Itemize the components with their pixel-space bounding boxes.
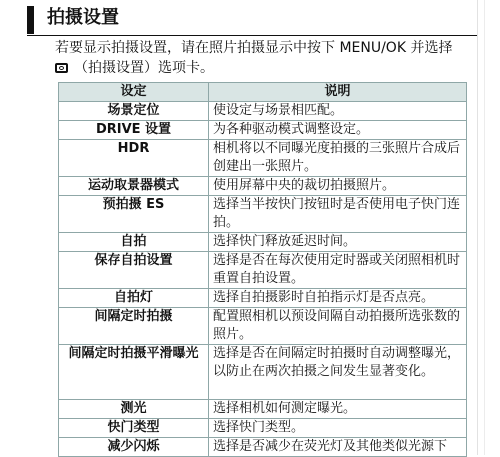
- intro-paragraph: [55, 38, 475, 78]
- table-row: [59, 233, 467, 252]
- section-marker: [27, 6, 34, 34]
- setting-description: 配置照相机以预设间隔自动拍摄所选张数的照片。: [209, 308, 467, 345]
- setting-name: 保存自拍设置: [59, 252, 209, 289]
- setting-description: 相机将以不同曝光度拍摄的三张照片合成后创建出一张照片。: [209, 140, 467, 177]
- setting-description: 使设定与场景相匹配。: [209, 102, 467, 121]
- title-divider: [27, 35, 477, 36]
- setting-description: 选择自拍摄影时自拍指示灯是否点亮。: [209, 289, 467, 308]
- column-header-setting: 设定: [59, 83, 209, 102]
- table-row: [59, 252, 467, 289]
- intro-line-2-text: （拍摄设置）选项卡。: [74, 60, 214, 76]
- setting-description: 选择是否在间隔定时拍摄时自动调整曝光，以防止在两次拍摄之间发生显著变化。: [209, 345, 467, 400]
- page-edge-rule: [477, 0, 478, 455]
- setting-name: 间隔定时拍摄: [59, 308, 209, 345]
- setting-name: HDR: [59, 140, 209, 177]
- setting-name: 预拍摄 ES: [59, 196, 209, 233]
- setting-description: 选择是否在每次使用定时器或关闭照相机时重置自拍设置。: [209, 252, 467, 289]
- setting-description: 使用屏幕中央的裁切拍摄照片。: [209, 177, 467, 196]
- table-header-row: [59, 83, 467, 102]
- setting-name: 场景定位: [59, 102, 209, 121]
- setting-description: 选择相机如何测定曝光。: [209, 400, 467, 419]
- table-row: [59, 345, 467, 400]
- table-row: [59, 400, 467, 419]
- intro-line-2: [55, 58, 475, 78]
- setting-name: 快门类型: [59, 419, 209, 438]
- table-row: [59, 121, 467, 140]
- setting-name: 间隔定时拍摄平滑曝光: [59, 345, 209, 400]
- setting-description: 选择当半按快门按钮时是否使用电子快门连拍。: [209, 196, 467, 233]
- setting-name: 测光: [59, 400, 209, 419]
- setting-name: DRIVE 设置: [59, 121, 209, 140]
- table-row: [59, 102, 467, 121]
- setting-name: 自拍: [59, 233, 209, 252]
- table-row: [59, 289, 467, 308]
- section-title: 拍摄设置: [47, 7, 119, 28]
- shooting-settings-table: [58, 82, 467, 457]
- setting-name: 减少闪烁: [59, 438, 209, 457]
- table-row: [59, 419, 467, 438]
- table-row: [59, 438, 467, 457]
- setting-description: 选择是否减少在荧光灯及其他类似光源下: [209, 438, 467, 457]
- table-row: [59, 140, 467, 177]
- intro-line-1: 若要显示拍摄设置，请在照片拍摄显示中按下 MENU/OK 并选择: [55, 40, 453, 56]
- side-tab-area: [484, 0, 500, 455]
- setting-name: 自拍灯: [59, 289, 209, 308]
- column-header-description: 说明: [209, 83, 467, 102]
- setting-name: 运动取景器模式: [59, 177, 209, 196]
- setting-description: 选择快门类型。: [209, 419, 467, 438]
- setting-description: 选择快门释放延迟时间。: [209, 233, 467, 252]
- table-row: [59, 177, 467, 196]
- camera-icon: [55, 63, 68, 73]
- table-row: [59, 196, 467, 233]
- setting-description: 为各种驱动模式调整设定。: [209, 121, 467, 140]
- table-row: [59, 308, 467, 345]
